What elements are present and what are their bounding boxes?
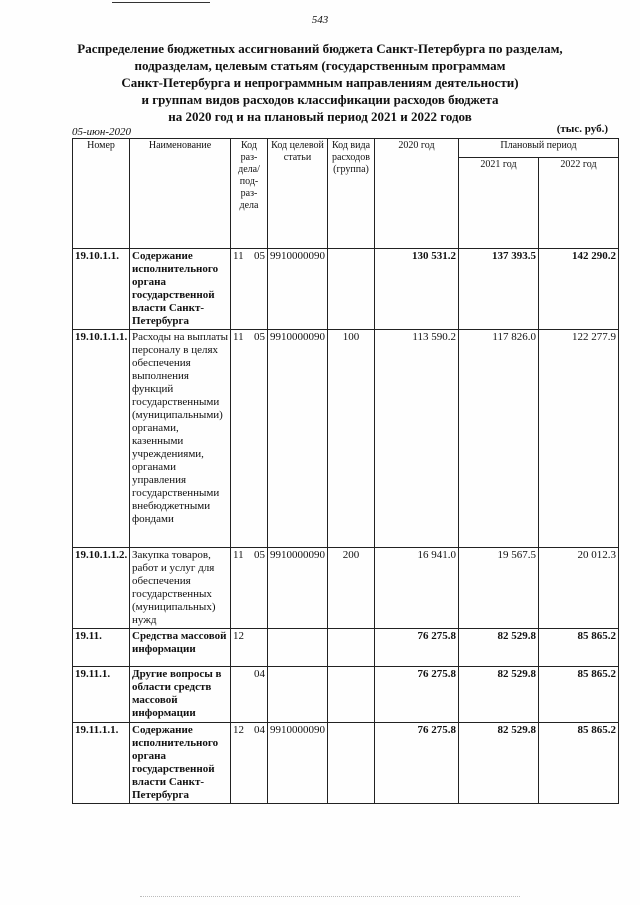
header-razdel: Код раз-дела/ под-раз-дела [231, 139, 268, 249]
row-vr: 100 [328, 330, 375, 548]
row-2020: 76 275.8 [375, 629, 459, 667]
row-2020: 16 941.0 [375, 548, 459, 629]
row-name: Другие вопросы в области средств массовой информации [130, 667, 231, 723]
row-name: Закупка товаров, работ и услуг для обеспечения государственных (муниципальных) нужд [130, 548, 231, 629]
row-podrazdel: 04 [254, 724, 265, 736]
title-line: подразделам, целевым статьям (государственным программам [134, 58, 506, 73]
row-number: 19.11.1.1. [73, 723, 130, 804]
row-2020: 76 275.8 [375, 723, 459, 804]
row-2021: 137 393.5 [459, 249, 539, 330]
header-target: Код целевой статьи [268, 139, 328, 249]
row-2021: 82 529.8 [459, 667, 539, 723]
row-razdel-cell [231, 629, 268, 667]
row-name: Расходы на выплаты персоналу в целях обеспечения выполнения функций государственными (муниципальными) органами, казенными учреждениями, органами управления государственными внебюджетными фондами [130, 330, 231, 548]
row-vr [328, 249, 375, 330]
table-row [73, 330, 619, 548]
row-razdel: 11 [233, 331, 244, 343]
row-number: 19.11. [73, 629, 130, 667]
header-planned-period: Плановый период [459, 139, 619, 158]
budget-table [72, 138, 619, 804]
row-razdel-cell [231, 548, 268, 629]
row-podrazdel: 05 [254, 250, 265, 262]
row-vr [328, 667, 375, 723]
row-target: 9910000090 [268, 249, 328, 330]
row-razdel-cell [231, 249, 268, 330]
row-2021: 82 529.8 [459, 629, 539, 667]
table-row [73, 629, 619, 667]
row-razdel: 12 [233, 630, 244, 642]
row-razdel-cell [231, 667, 268, 723]
document-title [40, 40, 600, 125]
title-line: Распределение бюджетных ассигнований бюджета Санкт-Петербурга по разделам, [77, 41, 563, 56]
row-vr: 200 [328, 548, 375, 629]
row-2020: 76 275.8 [375, 667, 459, 723]
row-number: 19.10.1.1.2. [73, 548, 130, 629]
row-podrazdel: 05 [254, 331, 265, 343]
row-target [268, 667, 328, 723]
row-2022: 122 277.9 [539, 330, 619, 548]
header-vr: Код вида расходов (группа) [328, 139, 375, 249]
table-row [73, 548, 619, 629]
row-2021: 117 826.0 [459, 330, 539, 548]
row-name: Содержание исполнительного органа государственной власти Санкт-Петербурга [130, 723, 231, 804]
row-2022: 142 290.2 [539, 249, 619, 330]
header-2020: 2020 год [375, 139, 459, 249]
row-vr [328, 723, 375, 804]
row-2021: 19 567.5 [459, 548, 539, 629]
row-name: Содержание исполнительного органа государственной власти Санкт-Петербурга [130, 249, 231, 330]
header-2021: 2021 год [459, 158, 539, 249]
document-date: 05-июн-2020 [72, 126, 132, 138]
title-line: и группам видов расходов классификации расходов бюджета [141, 92, 499, 107]
table-row [73, 667, 619, 723]
row-razdel-cell [231, 330, 268, 548]
table-row [73, 249, 619, 330]
row-target: 9910000090 [268, 723, 328, 804]
row-name: Средства массовой информации [130, 629, 231, 667]
row-podrazdel: 05 [254, 549, 265, 561]
row-number: 19.11.1. [73, 667, 130, 723]
row-2021: 82 529.8 [459, 723, 539, 804]
row-2022: 20 012.3 [539, 548, 619, 629]
row-2022: 85 865.2 [539, 667, 619, 723]
top-rule [112, 2, 210, 3]
row-razdel: 11 [233, 250, 244, 262]
row-number: 19.10.1.1. [73, 249, 130, 330]
row-razdel-cell [231, 723, 268, 804]
row-2022: 85 865.2 [539, 723, 619, 804]
row-vr [328, 629, 375, 667]
header-2022: 2022 год [539, 158, 619, 249]
row-target: 9910000090 [268, 330, 328, 548]
row-2020: 113 590.2 [375, 330, 459, 548]
header-name: Наименование [130, 139, 231, 249]
row-target: 9910000090 [268, 548, 328, 629]
units-label: (тыс. руб.) [556, 123, 608, 135]
page-number: 543 [311, 14, 329, 26]
title-line: на 2020 год и на плановый период 2021 и 2022 годов [168, 109, 472, 124]
table-body [73, 249, 619, 804]
row-razdel: 11 [233, 549, 244, 561]
row-podrazdel: 04 [254, 668, 265, 680]
table-row [73, 723, 619, 804]
row-2022: 85 865.2 [539, 629, 619, 667]
row-razdel: 12 [233, 724, 244, 736]
row-target [268, 629, 328, 667]
row-2020: 130 531.2 [375, 249, 459, 330]
row-number: 19.10.1.1.1. [73, 330, 130, 548]
footer-marks [140, 896, 520, 897]
header-number: Номер [73, 139, 130, 249]
title-line: Санкт-Петербурга и непрограммным направлениям деятельности) [121, 75, 519, 90]
